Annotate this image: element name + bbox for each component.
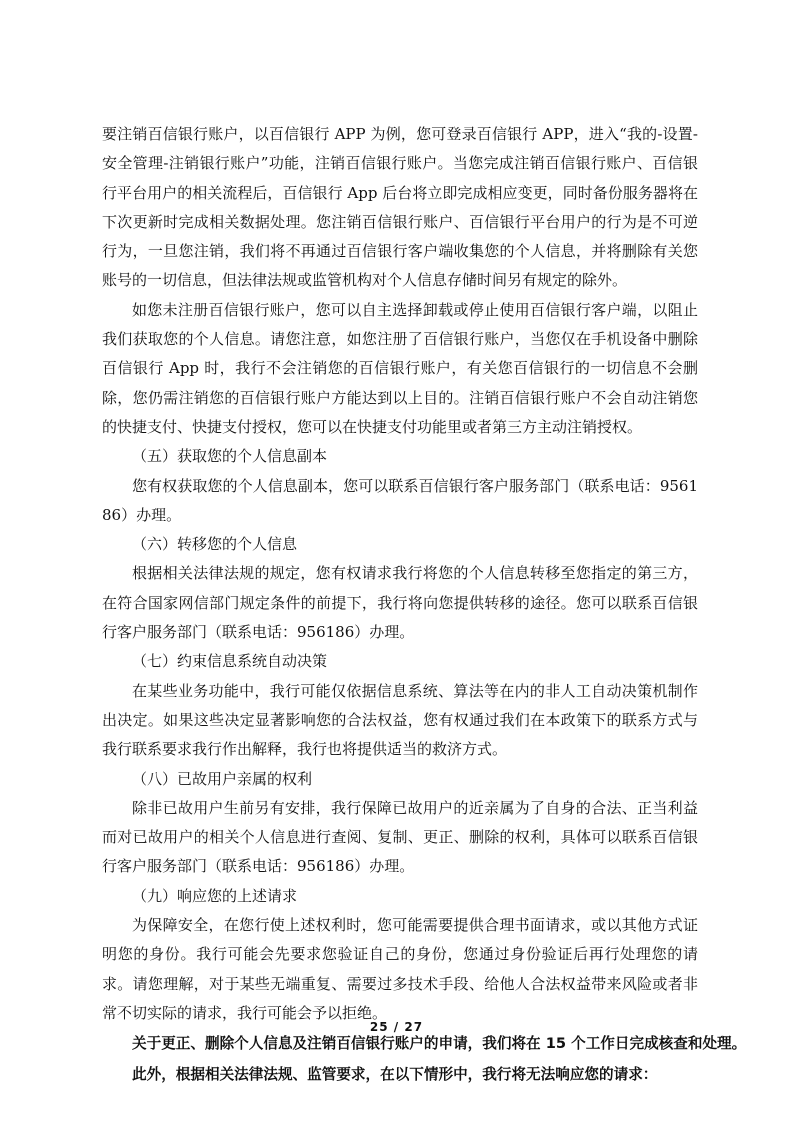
paragraph-automated-decisions: 在某些业务功能中，我行可能仅依据信息系统、算法等在内的非人工自动决策机制作出决定。如果这些决定显著影响您的合法权益，您有权通过我们在本政策下的联系方式与我行联系要求我行作出解释，我行也将提供适当的救济方式。	[102, 681, 698, 759]
document-body	[102, 120, 747, 1090]
paragraph-deceased-users: 除非已故用户生前另有安排，我行保障已故用户的近亲属为了自身的合法、正当利益而对已故用户的相关个人信息进行查阅、复制、更正、删除的权利，具体可以联系百信银行客户服务部门（联系电话：956186）办理。	[102, 798, 698, 876]
section-heading-5: （五）获取您的个人信息副本	[132, 447, 328, 466]
paragraph-copy-info: 您有权获取您的个人信息副本，您可以联系百信银行客户服务部门（联系电话：956186）办理。	[102, 476, 698, 524]
section-heading-7: （七）约束信息系统自动决策	[132, 652, 328, 671]
bold-notice-processing-time: 关于更正、删除个人信息及注销百信银行账户的申请，我们将在 15 个工作日完成核查和处理。	[132, 1035, 747, 1053]
paragraph-unregistered-users: 如您未注册百信银行账户，您可以自主选择卸载或停止使用百信银行客户端，以阻止我们获取您的个人信息。请您注意，如您注册了百信银行账户，当您仅在手机设备中删除百信银行 App 时，我行不会注销您的百信银行账户，有关您百信银行的一切信息不会删除，您仍需注销您的百信银行账户方能达到以上目的。注销百信银行账户不会自动注销您的快捷支付、快捷支付授权，您可以在快捷支付功能里或者第三方主动注销授权。	[102, 300, 698, 436]
paragraph-account-deletion: 要注销百信银行账户，以百信银行 APP 为例，您可登录百信银行 APP，进入“我的-设置-安全管理-注销银行账户”功能，注销百信银行账户。当您完成注销百信银行账户、百信银行平台用户的相关流程后，百信银行 App 后台将立即完成相应变更，同时备份服务器将在下次更新时完成相关数据处理。您注销百信银行账户、百信银行平台用户的行为是不可逆行为，一旦您注销，我们将不再通过百信银行客户端收集您的个人信息，并将删除有关您账号的一切信息，但法律法规或监管机构对个人信息存储时间另有规定的除外。	[102, 125, 698, 290]
section-heading-8: （八）已故用户亲属的权利	[132, 769, 313, 788]
paragraph-response-requests: 为保障安全，在您行使上述权利时，您可能需要提供合理书面请求，或以其他方式证明您的身份。我行可能会先要求您验证自己的身份，您通过身份验证后再行处理您的请求。请您理解，对于某些无端重复、需要过多技术手段、给他人合法权益带来风险或者非常不切实际的请求，我行可能会予以拒绝。	[102, 916, 698, 1022]
bold-notice-exceptions: 此外，根据相关法律法规、监管要求，在以下情形中，我行将无法响应您的请求：	[132, 1066, 658, 1084]
page-number: 25 / 27	[369, 1020, 424, 1034]
section-heading-9: （九）响应您的上述请求	[132, 886, 298, 905]
paragraph-transfer-info: 根据相关法律法规的规定，您有权请求我行将您的个人信息转移至您指定的第三方，在符合国家网信部门规定条件的前提下，我行将向您提供转移的途径。您可以联系百信银行客户服务部门（联系电话：956186）办理。	[102, 564, 698, 642]
section-heading-6: （六）转移您的个人信息	[132, 535, 298, 554]
